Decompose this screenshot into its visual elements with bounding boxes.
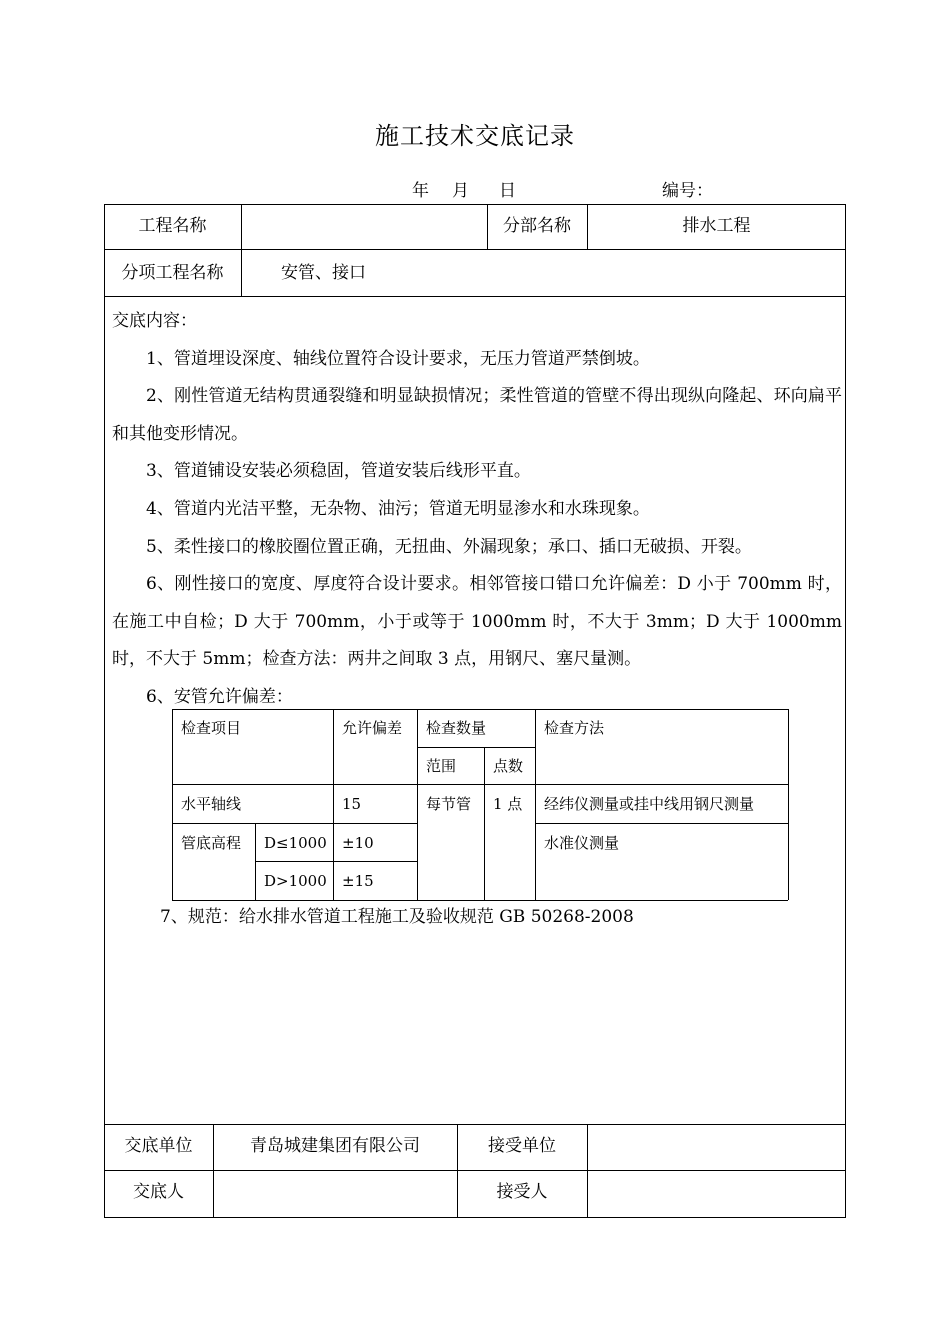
table-line (535, 823, 788, 824)
day-label: 日 (499, 181, 516, 201)
row-divider (104, 249, 846, 250)
row-tolerance: ±15 (342, 872, 374, 890)
table-border (788, 709, 789, 900)
month-label: 月 (452, 181, 469, 201)
row-range: 每节管 (426, 795, 472, 813)
project-name-label: 工程名称 (138, 216, 207, 236)
content-paragraph: 4、管道内光洁平整，无杂物、油污；管道无明显渗水和水珠现象。 (146, 498, 650, 519)
receiving-unit-label: 接受单位 (488, 1136, 556, 1156)
table-line (417, 747, 535, 748)
th-item: 检查项目 (181, 719, 242, 737)
row-item: 水平轴线 (181, 795, 242, 813)
tolerance-table (172, 709, 788, 900)
th-tolerance: 允许偏差 (342, 719, 403, 737)
table-line (255, 861, 417, 862)
submitting-unit-label: 交底单位 (124, 1136, 193, 1156)
spec-line: 7、规范：给水排水管道工程施工及验收规范 GB 50268-2008 (160, 907, 634, 927)
table-line (255, 823, 256, 900)
th-method: 检查方法 (544, 719, 605, 737)
disclosure-content (112, 303, 842, 717)
col-divider (241, 204, 242, 296)
content-paragraph: 6、安管允许偏差： (146, 686, 293, 707)
content-paragraph: 6、刚性接口的宽度、厚度符合设计要求。相邻管接口错口允许偏差：D 小于 700mm 时，在施工中自检；D 大于 700mm，小于或等于 1000mm 时，不大于 3mm；D 大于 1000mm 时，不大于 5mm；检查方法：两井之间取 3 点，用钢尺、塞尺量测。 (112, 574, 842, 670)
year-label: 年 (412, 181, 429, 201)
col-divider (587, 1124, 588, 1218)
table-border (172, 709, 173, 900)
table-line (333, 709, 334, 900)
division-label: 分部名称 (503, 216, 571, 236)
table-border (172, 709, 788, 710)
date-line (0, 176, 950, 200)
table-line (417, 709, 418, 900)
row-divider (104, 296, 846, 297)
table-border (172, 900, 788, 901)
content-paragraph: 3、管道铺设安装必须稳固，管道安装后线形平直。 (146, 461, 531, 482)
subitem-label: 分项工程名称 (121, 263, 224, 283)
content-paragraph: 5、柔性接口的橡胶圈位置正确，无扭曲、外漏现象；承口、插口无破损、开裂。 (146, 536, 752, 557)
row-subcondition: D>1000 (264, 872, 327, 890)
row-divider (104, 1170, 846, 1171)
content-paragraph: 2、刚性管道无结构贯通裂缝和明显缺损情况；柔性管道的管壁不得出现纵向隆起、环向扁平和其他变形情况。 (112, 386, 842, 444)
table-line (535, 709, 536, 900)
submitting-unit-value[interactable]: 青岛城建集团有限公司 (250, 1136, 420, 1156)
table-line (172, 823, 417, 824)
row-subcondition: D≤1000 (264, 834, 327, 852)
th-quantity: 检查数量 (426, 719, 487, 737)
row-tolerance: 15 (342, 795, 362, 813)
document-title: 施工技术交底记录 (375, 122, 575, 150)
division-value[interactable]: 排水工程 (682, 216, 751, 236)
row-item: 管底高程 (181, 834, 242, 852)
receiver-label: 接受人 (496, 1182, 548, 1202)
row-divider (104, 1124, 846, 1125)
table-line (172, 784, 788, 785)
th-range: 范围 (426, 757, 457, 775)
row-points: 1 点 (493, 795, 523, 813)
submitter-label: 交底人 (133, 1182, 184, 1202)
number-label: 编号： (662, 181, 713, 201)
content-paragraph: 1、管道埋设深度、轴线位置符合设计要求，无压力管道严禁倒坡。 (146, 348, 650, 369)
subitem-value[interactable]: 安管、接口 (281, 263, 366, 283)
row-method: 水准仪测量 (544, 834, 620, 852)
content-heading: 交底内容： (112, 311, 197, 331)
row-method: 经纬仪测量或挂中线用钢尺测量 (544, 795, 755, 813)
table-line (484, 747, 485, 900)
row-tolerance: ±10 (342, 834, 374, 852)
th-points: 点数 (493, 757, 524, 775)
